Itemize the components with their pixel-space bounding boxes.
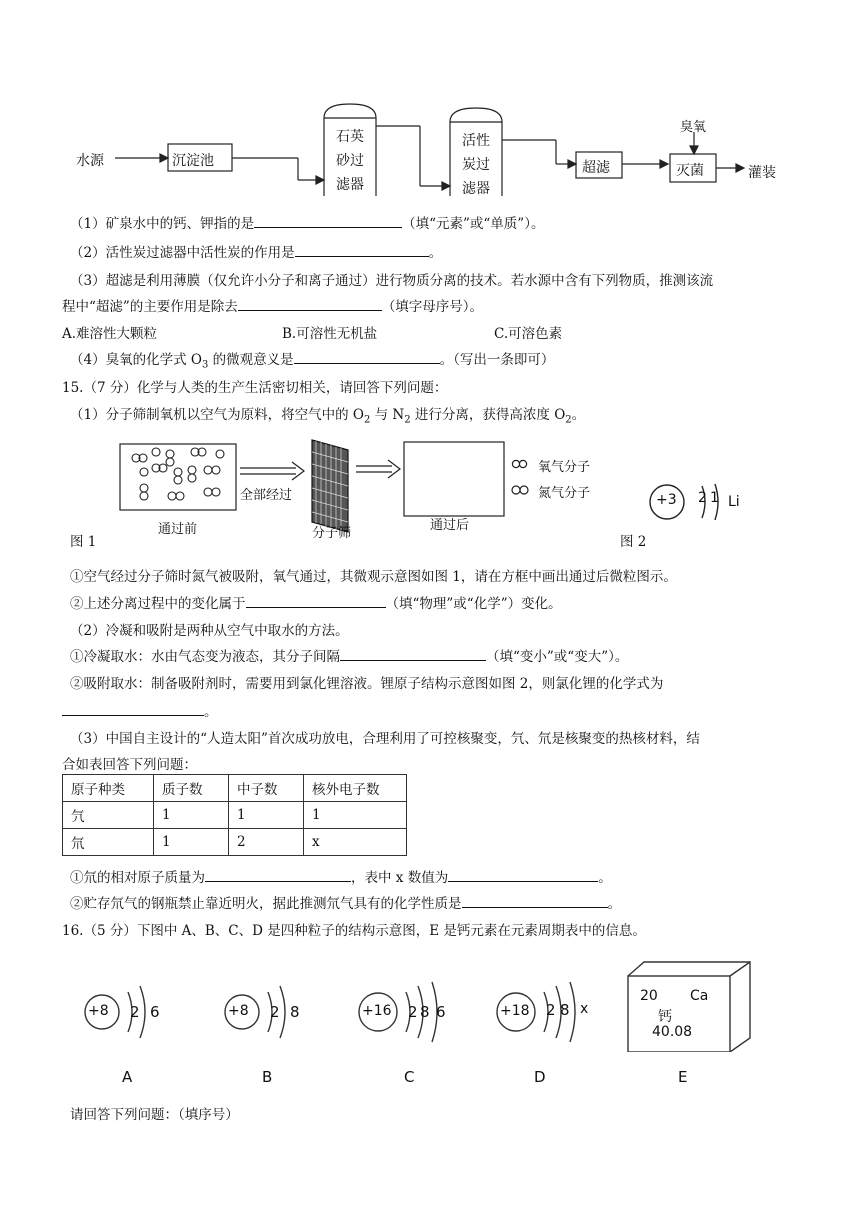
answer-blank[interactable]	[205, 867, 351, 882]
fig1-before-label: 通过前	[158, 522, 198, 537]
q14-option-b: B.可溶性无机盐	[282, 326, 378, 342]
flow-tank-label: 沉淀池	[172, 153, 214, 169]
table-header-cell: 质子数	[154, 775, 229, 802]
atom-a-nucleus: +8	[88, 1003, 109, 1019]
table-cell: 1	[154, 802, 229, 829]
element-atomic-number: 20	[640, 988, 658, 1004]
flow-ozone-label: 臭氧	[680, 120, 707, 135]
q15-part1: （1）分子筛制氧机以空气为原料，将空气中的 $O_2$ 与 $N_2$ 进行分离，获得高浓度 $O_2$。	[70, 407, 586, 426]
atom-d-nucleus: +18	[500, 1003, 530, 1019]
answer-blank[interactable]	[254, 213, 402, 228]
isotope-table	[62, 774, 407, 856]
answer-blank[interactable]	[62, 701, 204, 716]
answer-blank[interactable]	[462, 893, 608, 908]
atom-c-shell-3: 6	[436, 1003, 446, 1021]
flow-quartz-label-2: 砂过	[336, 153, 364, 169]
answer-blank[interactable]	[246, 593, 386, 608]
element-label: E	[678, 1068, 688, 1086]
table-cell: 氘	[63, 829, 154, 856]
answer-blank[interactable]	[294, 349, 440, 364]
atom-c-shell-2: 8	[420, 1003, 430, 1021]
fig1-pass-all-label: 全部经过	[240, 488, 293, 503]
flow-carbon-label-3: 滤器	[462, 181, 490, 197]
atom-b-shell-1: 2	[270, 1003, 280, 1021]
q14-option-a: A.难溶性大颗粒	[62, 326, 158, 342]
atom-a-shell-2: 6	[150, 1003, 160, 1021]
q14-part4: （4）臭氧的化学式 $O_3$ 的微观意义是 。（写出一条即可）	[70, 348, 554, 371]
table-header-cell: 核外电子数	[304, 775, 407, 802]
table-cell: 1	[154, 829, 229, 856]
table-cell: x	[304, 829, 407, 856]
atom-b-nucleus: +8	[228, 1003, 249, 1019]
water-treatment-flow-diagram	[60, 96, 800, 196]
flow-fill-label: 灌装	[748, 165, 776, 181]
q14-part2: （2）活性炭过滤器中活性炭的作用是 。	[70, 241, 442, 261]
atom-b-shell-2: 8	[290, 1003, 300, 1021]
atom-c-label: C	[404, 1068, 415, 1086]
q15-item-1: ①空气经过分子筛时氮气被吸附，氧气通过，其微观示意图如图 1，请在方框中画出通过后微粒图示。	[70, 569, 677, 585]
q15-part3-line2: 合如表回答下列问题：	[62, 757, 197, 773]
atom-b-label: B	[262, 1068, 273, 1086]
table-cell: 1	[229, 802, 304, 829]
li-shell-2: 1	[710, 490, 719, 506]
q14-part1: （1）矿泉水中的钙、钾指的是 （填“元素”或“单质”）。	[70, 212, 544, 232]
q15-part3-line1: （3）中国自主设计的“人造太阳”首次成功放电，合理利用了可控核聚变，氕、氘是核聚变的热核材料，结	[70, 731, 700, 747]
table-header-cell: 中子数	[229, 775, 304, 802]
legend-nitrogen-label: 氮气分子	[538, 486, 591, 501]
atom-d-shell-1: 2	[546, 1001, 556, 1019]
q15-item-4: ②吸附取水：制备吸附剂时，需要用到氯化锂溶液。锂原子结构示意图如图 2，则氯化锂的化学式为	[70, 676, 664, 692]
element-atomic-mass: 40.08	[652, 1024, 693, 1040]
q14-part3-line1: （3）超滤是利用薄膜（仅允许小分子和离子通过）进行物质分离的技术。若水源中含有下列物质，推测该流	[70, 273, 714, 289]
q16-title: 16.（5 分）下图中 A、B、C、D 是四种粒子的结构示意图，E 是钙元素在元素周期表中的信息。	[62, 923, 646, 939]
atom-d-shell-3: x	[580, 1001, 589, 1017]
element-name: 钙	[658, 1009, 672, 1025]
atom-d-shell-2: 8	[560, 1001, 570, 1019]
table-cell: 2	[229, 829, 304, 856]
flow-carbon-label-1: 活性	[462, 133, 490, 149]
element-symbol: Ca	[690, 988, 709, 1004]
q14-option-c: C.可溶色素	[494, 326, 563, 342]
flow-sterilize-label: 灭菌	[676, 163, 704, 179]
table-header-cell: 原子种类	[63, 775, 154, 802]
q15-title: 15.（7 分）化学与人类的生产生活密切相关，请回答下列问题：	[62, 380, 448, 396]
li-nucleus-charge: +3	[656, 492, 677, 508]
answer-blank[interactable]	[295, 242, 429, 257]
table-cell: 氕	[63, 802, 154, 829]
fig1-after-label: 通过后	[430, 518, 470, 533]
figure-1-caption: 图 1	[70, 534, 97, 550]
q15-item-4-blank-line: 。	[62, 700, 218, 720]
atom-a-label: A	[122, 1068, 133, 1086]
table-row	[63, 802, 407, 829]
fig1-sieve-label: 分子筛	[312, 526, 352, 541]
flow-quartz-label-1: 石英	[336, 129, 364, 145]
q15-item-5: ①氘的相对原子质量为 ，表中 x 数值为 。	[70, 866, 612, 886]
atom-d-label: D	[534, 1068, 546, 1086]
table-header-row	[63, 775, 407, 802]
li-shell-1: 2	[698, 490, 707, 506]
q14-part3-line2: 程中“超滤”的主要作用是除去 （填字母序号）。	[62, 295, 483, 315]
table-cell: 1	[304, 802, 407, 829]
legend-oxygen-label: 氧气分子	[538, 460, 591, 475]
flow-quartz-label-3: 滤器	[336, 177, 364, 193]
answer-blank[interactable]	[448, 867, 598, 882]
q15-item-6: ②贮存氘气的钢瓶禁止靠近明火，据此推测氘气具有的化学性质是 。	[70, 892, 621, 912]
atom-a-shell-1: 2	[130, 1003, 140, 1021]
table-row	[63, 829, 407, 856]
q15-part2: （2）冷凝和吸附是两种从空气中取水的方法。	[70, 623, 349, 639]
flow-carbon-label-2: 炭过	[462, 157, 490, 173]
flow-ultra-label: 超滤	[582, 160, 610, 176]
atom-c-shell-1: 2	[408, 1003, 418, 1021]
q15-item-2: ②上述分离过程中的变化属于 （填“物理”或“化学”）变化。	[70, 592, 562, 612]
answer-blank[interactable]	[238, 296, 382, 311]
q16-footer: 请回答下列问题：（填序号）	[70, 1107, 239, 1123]
flow-source-label: 水源	[76, 153, 104, 169]
li-symbol: Li	[728, 494, 740, 510]
atom-c-nucleus: +16	[362, 1003, 392, 1019]
figure-2-caption: 图 2	[620, 534, 647, 550]
q15-item-3: ①冷凝取水：水由气态变为液态，其分子间隔 （填“变小”或“变大”）。	[70, 645, 628, 665]
answer-blank[interactable]	[340, 646, 486, 661]
